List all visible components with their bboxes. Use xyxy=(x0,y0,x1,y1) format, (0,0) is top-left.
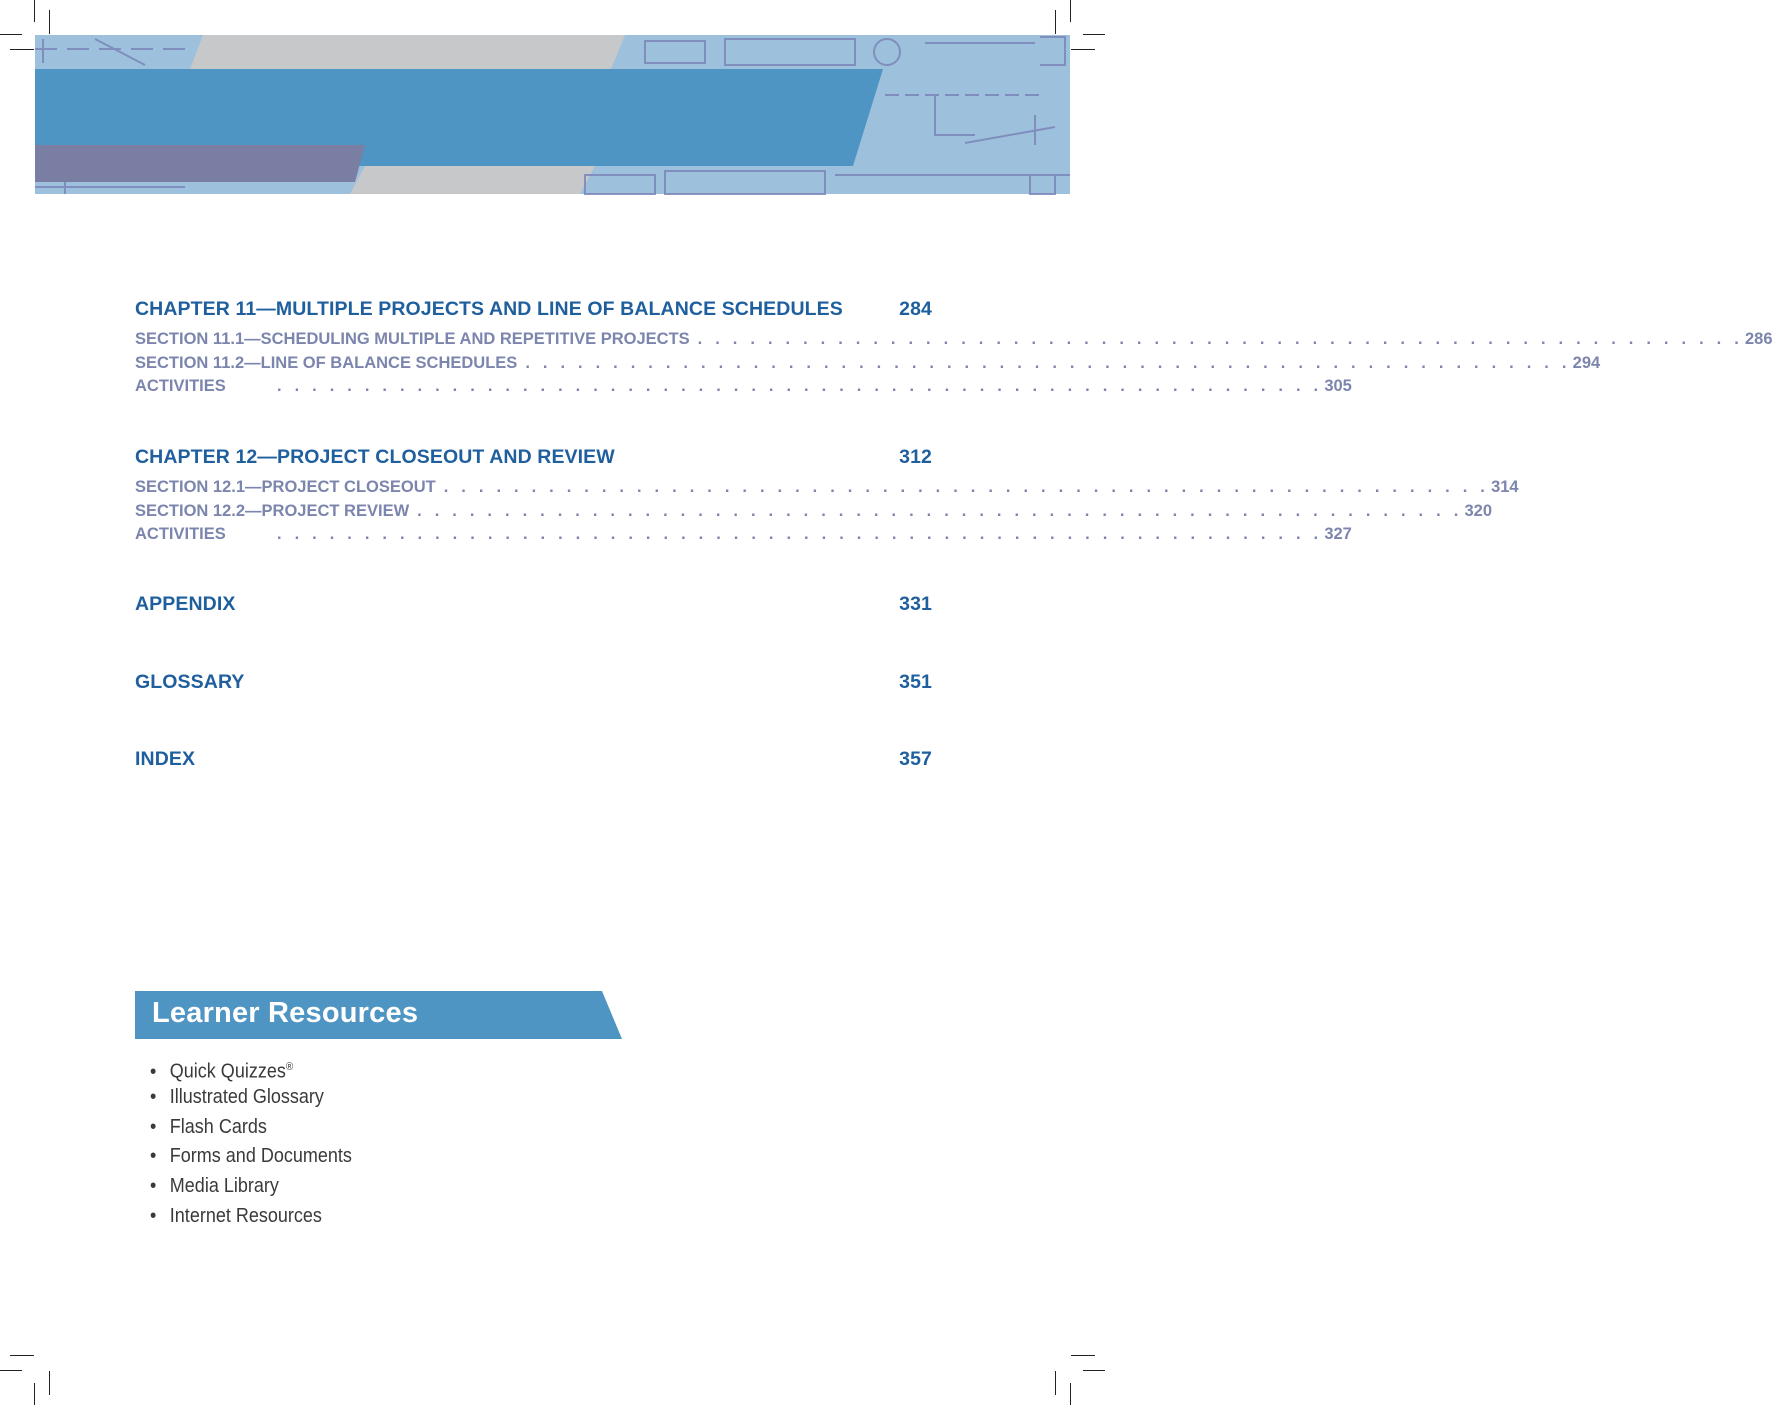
chapter-heading[interactable] xyxy=(135,298,932,321)
back-matter-page: 331 xyxy=(899,593,932,615)
crop-mark xyxy=(1083,34,1105,35)
back-matter-heading[interactable] xyxy=(135,593,932,616)
crop-mark xyxy=(10,49,34,50)
section-label: SECTION 12.1—PROJECT CLOSEOUT xyxy=(135,478,436,496)
back-matter-title: GLOSSARY xyxy=(135,671,245,693)
crop-mark xyxy=(34,1383,35,1405)
list-item[interactable] xyxy=(150,1172,352,1202)
registered-mark: ® xyxy=(285,1061,294,1073)
crop-mark xyxy=(0,34,22,35)
leader-dots: . . . . . . . . . . . . . . . . . . . . . . . . . . . . . . . . . . . . . . . . . . . . . . . . . . . . . . . . . . . . xyxy=(417,501,1463,520)
list-item[interactable] xyxy=(150,1053,352,1083)
list-item-text: Quick Quizzes xyxy=(169,1060,286,1083)
section-page: 314 xyxy=(1491,478,1519,496)
back-matter-title: APPENDIX xyxy=(135,593,236,615)
section-page: 305 xyxy=(1324,377,1352,395)
section-label: SECTION 11.1—SCHEDULING MULTIPLE AND REPETITIVE PROJECTS xyxy=(135,330,690,348)
chapter-page: 312 xyxy=(899,446,932,468)
chapter-11-block xyxy=(135,298,1773,399)
chapter-title: CHAPTER 12—PROJECT CLOSEOUT AND REVIEW xyxy=(135,446,615,468)
bullet: • xyxy=(150,1175,157,1198)
list-item[interactable] xyxy=(150,1113,352,1143)
crop-mark xyxy=(1070,1383,1071,1405)
bullet: • xyxy=(150,1060,157,1083)
bullet: • xyxy=(150,1115,157,1138)
header-banner xyxy=(35,35,1070,194)
section-label: SECTION 12.2—PROJECT REVIEW xyxy=(135,501,410,520)
crop-mark xyxy=(1071,49,1095,50)
list-item-text: Internet Resources xyxy=(169,1204,322,1227)
crop-mark xyxy=(1071,1355,1095,1356)
back-matter-title: INDEX xyxy=(135,748,196,770)
leader-dots: . . . . . . . . . . . . . . . . . . . . . . . . . . . . . . . . . . . . . . . . . . . . . . . . . . . . . . . . . . . . xyxy=(697,330,1743,348)
list-item[interactable] xyxy=(150,1142,352,1172)
list-item[interactable] xyxy=(150,1083,352,1113)
bullet: • xyxy=(150,1085,157,1108)
list-item[interactable] xyxy=(150,1202,352,1232)
back-matter-heading[interactable] xyxy=(135,671,932,694)
leader-dots: . . . . . . . . . . . . . . . . . . . . . . . . . . . . . . . . . . . . . . . . . . . . . . . . . . . . . . . . . . . . xyxy=(443,478,1490,496)
crop-mark xyxy=(34,0,35,22)
crop-mark xyxy=(1055,1371,1056,1395)
list-item-text: Flash Cards xyxy=(169,1115,267,1138)
crop-mark xyxy=(0,1370,22,1371)
leader-dots: . . . . . . . . . . . . . . . . . . . . . . . . . . . . . . . . . . . . . . . . . . . . . . . . . . . . . . . . . . . . xyxy=(277,377,1323,395)
chapter-page: 284 xyxy=(899,298,932,320)
section-label: ACTIVITIES xyxy=(135,377,226,395)
section-entry[interactable] xyxy=(135,476,1519,500)
glossary-entry xyxy=(135,671,932,694)
crop-mark xyxy=(1070,0,1071,22)
chapter-title: CHAPTER 11—MULTIPLE PROJECTS AND LINE OF BALANCE SCHEDULES xyxy=(135,298,843,320)
crop-mark xyxy=(1083,1370,1105,1371)
bullet: • xyxy=(150,1145,157,1168)
back-matter-page: 357 xyxy=(899,748,932,770)
chapter-12-block xyxy=(135,446,1519,547)
learner-resources-title: Learner Resources xyxy=(152,997,419,1029)
list-item-text: Illustrated Glossary xyxy=(169,1085,324,1108)
section-entry[interactable] xyxy=(135,352,1601,376)
section-page: 320 xyxy=(1464,501,1493,520)
section-label: ACTIVITIES xyxy=(135,525,226,543)
learner-resources-list xyxy=(150,1053,374,1232)
section-entry[interactable] xyxy=(135,375,1352,399)
crop-mark xyxy=(49,1371,50,1395)
bullet: • xyxy=(150,1204,157,1227)
list-item-text: Forms and Documents xyxy=(169,1145,352,1168)
section-page: 294 xyxy=(1572,353,1601,372)
crop-mark xyxy=(1055,10,1056,34)
section-page: 286 xyxy=(1745,330,1773,348)
section-entry[interactable] xyxy=(135,500,1493,524)
back-matter-page: 351 xyxy=(899,671,932,693)
leader-dots: . . . . . . . . . . . . . . . . . . . . . . . . . . . . . . . . . . . . . . . . . . . . . . . . . . . . . . . . . . . . xyxy=(277,525,1323,543)
learner-resources-header xyxy=(135,991,622,1039)
list-item-text: Media Library xyxy=(169,1175,279,1198)
section-label: SECTION 11.2—LINE OF BALANCE SCHEDULES xyxy=(135,353,518,372)
crop-mark xyxy=(49,10,50,34)
section-page: 327 xyxy=(1324,525,1352,543)
appendix-entry xyxy=(135,593,932,616)
index-entry xyxy=(135,748,932,771)
crop-mark xyxy=(10,1355,34,1356)
leader-dots: . . . . . . . . . . . . . . . . . . . . . . . . . . . . . . . . . . . . . . . . . . . . . . . . . . . . . . . . . . . . xyxy=(525,353,1571,372)
back-matter-heading[interactable] xyxy=(135,748,932,771)
chapter-heading[interactable] xyxy=(135,446,932,469)
section-entry[interactable] xyxy=(135,523,1352,547)
section-entry[interactable] xyxy=(135,328,1773,352)
